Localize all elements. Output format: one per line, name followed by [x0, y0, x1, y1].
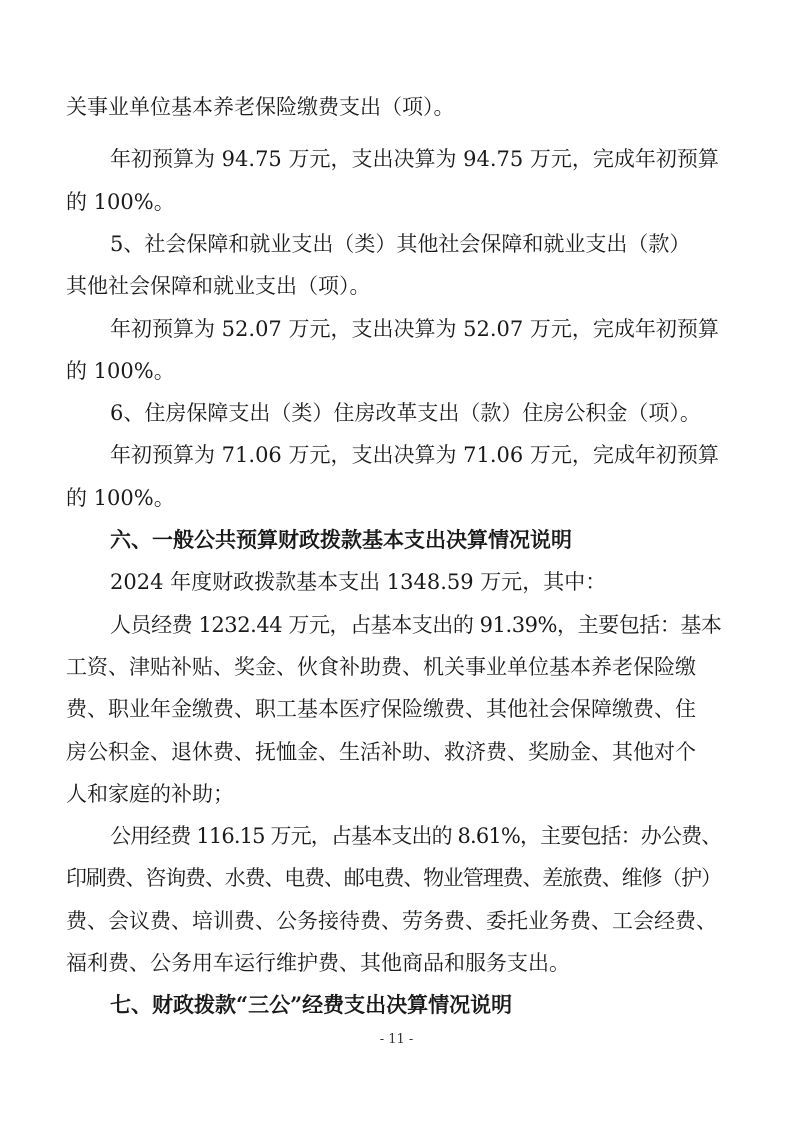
text-line-5: 其他社会保障和就业支出（项）。: [66, 274, 371, 298]
text-line-21: 福利费、公务用车运行维护费、其他商品和服务支出。: [66, 951, 570, 975]
section-heading-7: 七、财政拨款“三公”经费支出决算情况说明: [110, 992, 513, 1017]
text-line-3: 的 100%。: [66, 190, 175, 214]
page-number: - 11 -: [379, 1032, 414, 1047]
section-heading-6: 六、一般公共预算财政拨款基本支出决算情况说明: [110, 527, 572, 552]
text-line-1: 关事业单位基本养老保险缴费支出（项）。: [66, 95, 455, 119]
text-line-16: 房公积金、退休费、抚恤金、生活补助、救济费、奖励金、其他对个: [66, 740, 696, 764]
text-line-14: 工资、津贴补贴、奖金、伙食补助费、机关事业单位基本养老保险缴: [66, 655, 696, 679]
text-line-12: 2024 年度财政拨款基本支出 1348.59 万元，其中：: [110, 570, 607, 594]
text-line-18: 公用经费 116.15 万元，占基本支出的 8.61%，主要包括：办公费、: [110, 824, 722, 848]
text-line-2: 年初预算为 94.75 万元，支出决算为 94.75 万元，完成年初预算: [110, 147, 719, 171]
text-line-8: 6、住房保障支出（类）住房改革支出（款）住房公积金（项）。: [110, 401, 701, 425]
text-line-10: 的 100%。: [66, 486, 175, 510]
text-line-15: 费、职业年金缴费、职工基本医疗保险缴费、其他社会保障缴费、住: [66, 697, 696, 721]
text-line-6: 年初预算为 52.07 万元，支出决算为 52.07 万元，完成年初预算: [110, 317, 719, 341]
text-line-19: 印刷费、咨询费、水费、电费、邮电费、物业管理费、差旅费、维修（护）: [66, 866, 721, 890]
text-line-9: 年初预算为 71.06 万元，支出决算为 71.06 万元，完成年初预算: [110, 443, 719, 467]
text-line-17: 人和家庭的补助；: [66, 782, 234, 806]
text-line-20: 费、会议费、培训费、公务接待费、劳务费、委托业务费、工会经费、: [66, 909, 717, 933]
text-line-4: 5、社会保障和就业支出（类）其他社会保障和就业支出（款）: [110, 232, 691, 256]
text-line-7: 的 100%。: [66, 359, 175, 383]
text-line-13: 人员经费 1232.44 万元，占基本支出的 91.39%，主要包括：基本: [110, 613, 722, 637]
